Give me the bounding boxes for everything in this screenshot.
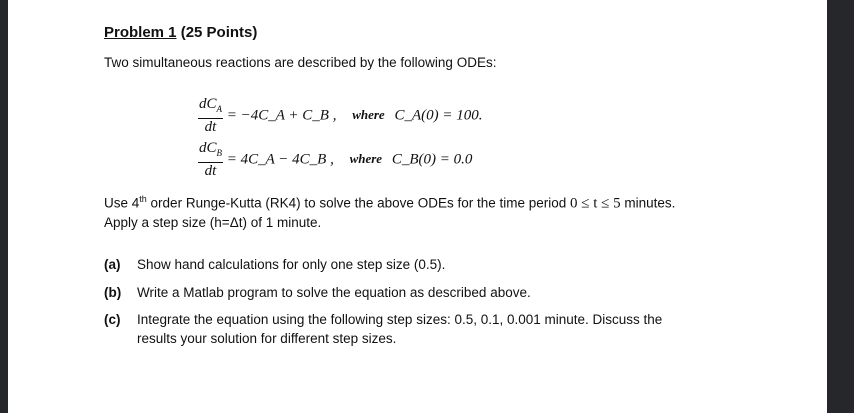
derivative-subscript: A <box>216 104 223 114</box>
method-line-1 <box>104 194 675 213</box>
derivative-b <box>198 140 223 180</box>
document-page <box>8 0 827 413</box>
derivative-a <box>198 96 223 136</box>
problem-number: Problem 1 <box>104 24 177 41</box>
derivative-numerator: dC <box>199 96 217 112</box>
method-text: order Runge-Kutta (RK4) to solve the above ODEs for the time period <box>146 195 571 211</box>
problem-points: (25 Points) <box>176 24 258 41</box>
method-text: minutes. <box>620 195 676 211</box>
equation-2 <box>198 140 472 180</box>
derivative-denominator: dt <box>204 119 217 135</box>
part-label: (b) <box>104 285 122 300</box>
derivative-numerator: dC <box>199 140 217 156</box>
initial-condition-b: C_B(0) = 0.0 <box>391 151 473 168</box>
part-c-continued: results your solution for different step sizes. <box>137 331 397 346</box>
derivative-denominator: dt <box>204 163 217 179</box>
equation-2-rhs: = 4C_A − 4C_B , <box>226 151 334 168</box>
part-text: Integrate the equation using the following step sizes: 0.5, 0.1, 0.001 minute. Discuss the <box>137 312 663 327</box>
derivative-subscript: B <box>216 148 223 158</box>
equation-1 <box>198 96 482 136</box>
method-text: Use 4 <box>104 195 140 211</box>
equation-1-rhs: = −4C_A + C_B , <box>226 107 337 124</box>
part-text: Write a Matlab program to solve the equation as described above. <box>137 285 531 300</box>
part-text: Show hand calculations for only one step size (0.5). <box>137 257 446 272</box>
part-label: (a) <box>104 257 121 272</box>
initial-condition-a: C_A(0) = 100. <box>394 107 483 124</box>
part-b <box>104 285 531 300</box>
part-a <box>104 257 445 272</box>
intro-text: Two simultaneous reactions are described by the following ODEs: <box>104 55 497 70</box>
method-line-2: Apply a step size (h=Δt) of 1 minute. <box>104 215 322 230</box>
part-c <box>104 312 662 327</box>
time-range: 0 ≤ t ≤ 5 <box>570 195 621 212</box>
part-label: (c) <box>104 312 121 327</box>
where-label: where <box>349 151 383 167</box>
where-label: where <box>352 107 385 123</box>
problem-title <box>104 24 257 41</box>
superscript: th <box>139 194 147 204</box>
